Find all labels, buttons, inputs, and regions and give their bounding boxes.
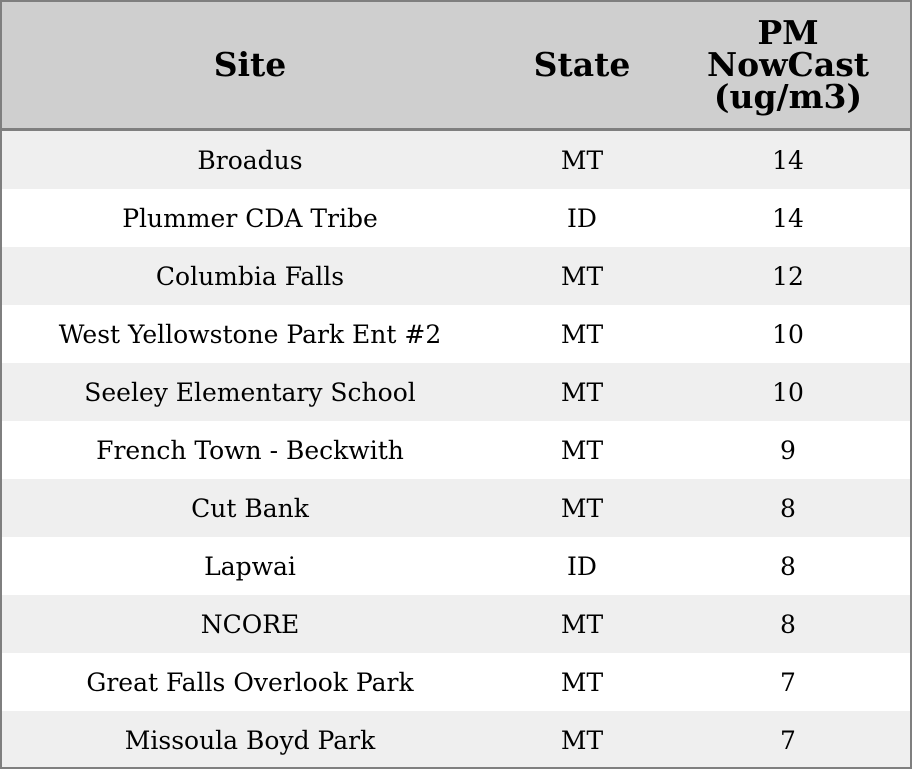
state-cell: MT (560, 261, 604, 291)
table-row (2, 479, 910, 537)
state-cell: MT (560, 667, 604, 697)
table-header-row (2, 2, 910, 131)
table-row (2, 131, 910, 189)
column-header-state: State (533, 45, 631, 84)
table-row (2, 421, 910, 479)
state-cell: MT (560, 145, 604, 175)
pm-value-cell: 12 (772, 261, 804, 291)
site-cell: Seeley Elementary School (84, 377, 416, 407)
state-cell: MT (560, 377, 604, 407)
pm-value-cell: 14 (772, 145, 804, 175)
table-row (2, 247, 910, 305)
state-cell: MT (560, 725, 604, 755)
pm-value-cell: 14 (772, 203, 804, 233)
pm-value-cell: 10 (772, 377, 804, 407)
table-body (2, 131, 910, 769)
site-cell: Lapwai (204, 551, 296, 581)
site-cell: Columbia Falls (155, 261, 345, 291)
state-cell: MT (560, 609, 604, 639)
pm-value-cell: 10 (772, 319, 804, 349)
table-row (2, 189, 910, 247)
table-row (2, 595, 910, 653)
pm-value-cell: 8 (780, 609, 796, 639)
site-cell: Broadus (197, 145, 303, 175)
state-cell: ID (567, 203, 597, 233)
state-cell: ID (567, 551, 597, 581)
table-row (2, 363, 910, 421)
state-cell: MT (560, 319, 604, 349)
state-cell: MT (560, 435, 604, 465)
pm-value-cell: 9 (780, 435, 796, 465)
column-header-site: Site (213, 45, 287, 84)
pm-value-cell: 8 (780, 551, 796, 581)
pm-value-cell: 8 (780, 493, 796, 523)
table-row (2, 305, 910, 363)
site-cell: NCORE (200, 609, 300, 639)
table-row (2, 711, 910, 769)
state-cell: MT (560, 493, 604, 523)
table-row (2, 653, 910, 711)
table-row (2, 537, 910, 595)
pm-value-cell: 7 (780, 725, 796, 755)
column-header-pm-nowcast: PM NowCast (ug/m3) (706, 13, 870, 116)
site-cell: Cut Bank (191, 493, 309, 523)
site-cell: Missoula Boyd Park (124, 725, 376, 755)
site-cell: Great Falls Overlook Park (86, 667, 414, 697)
site-cell: French Town - Beckwith (96, 435, 404, 465)
pm-value-cell: 7 (780, 667, 796, 697)
site-cell: Plummer CDA Tribe (122, 203, 378, 233)
site-cell: West Yellowstone Park Ent #2 (58, 319, 442, 349)
